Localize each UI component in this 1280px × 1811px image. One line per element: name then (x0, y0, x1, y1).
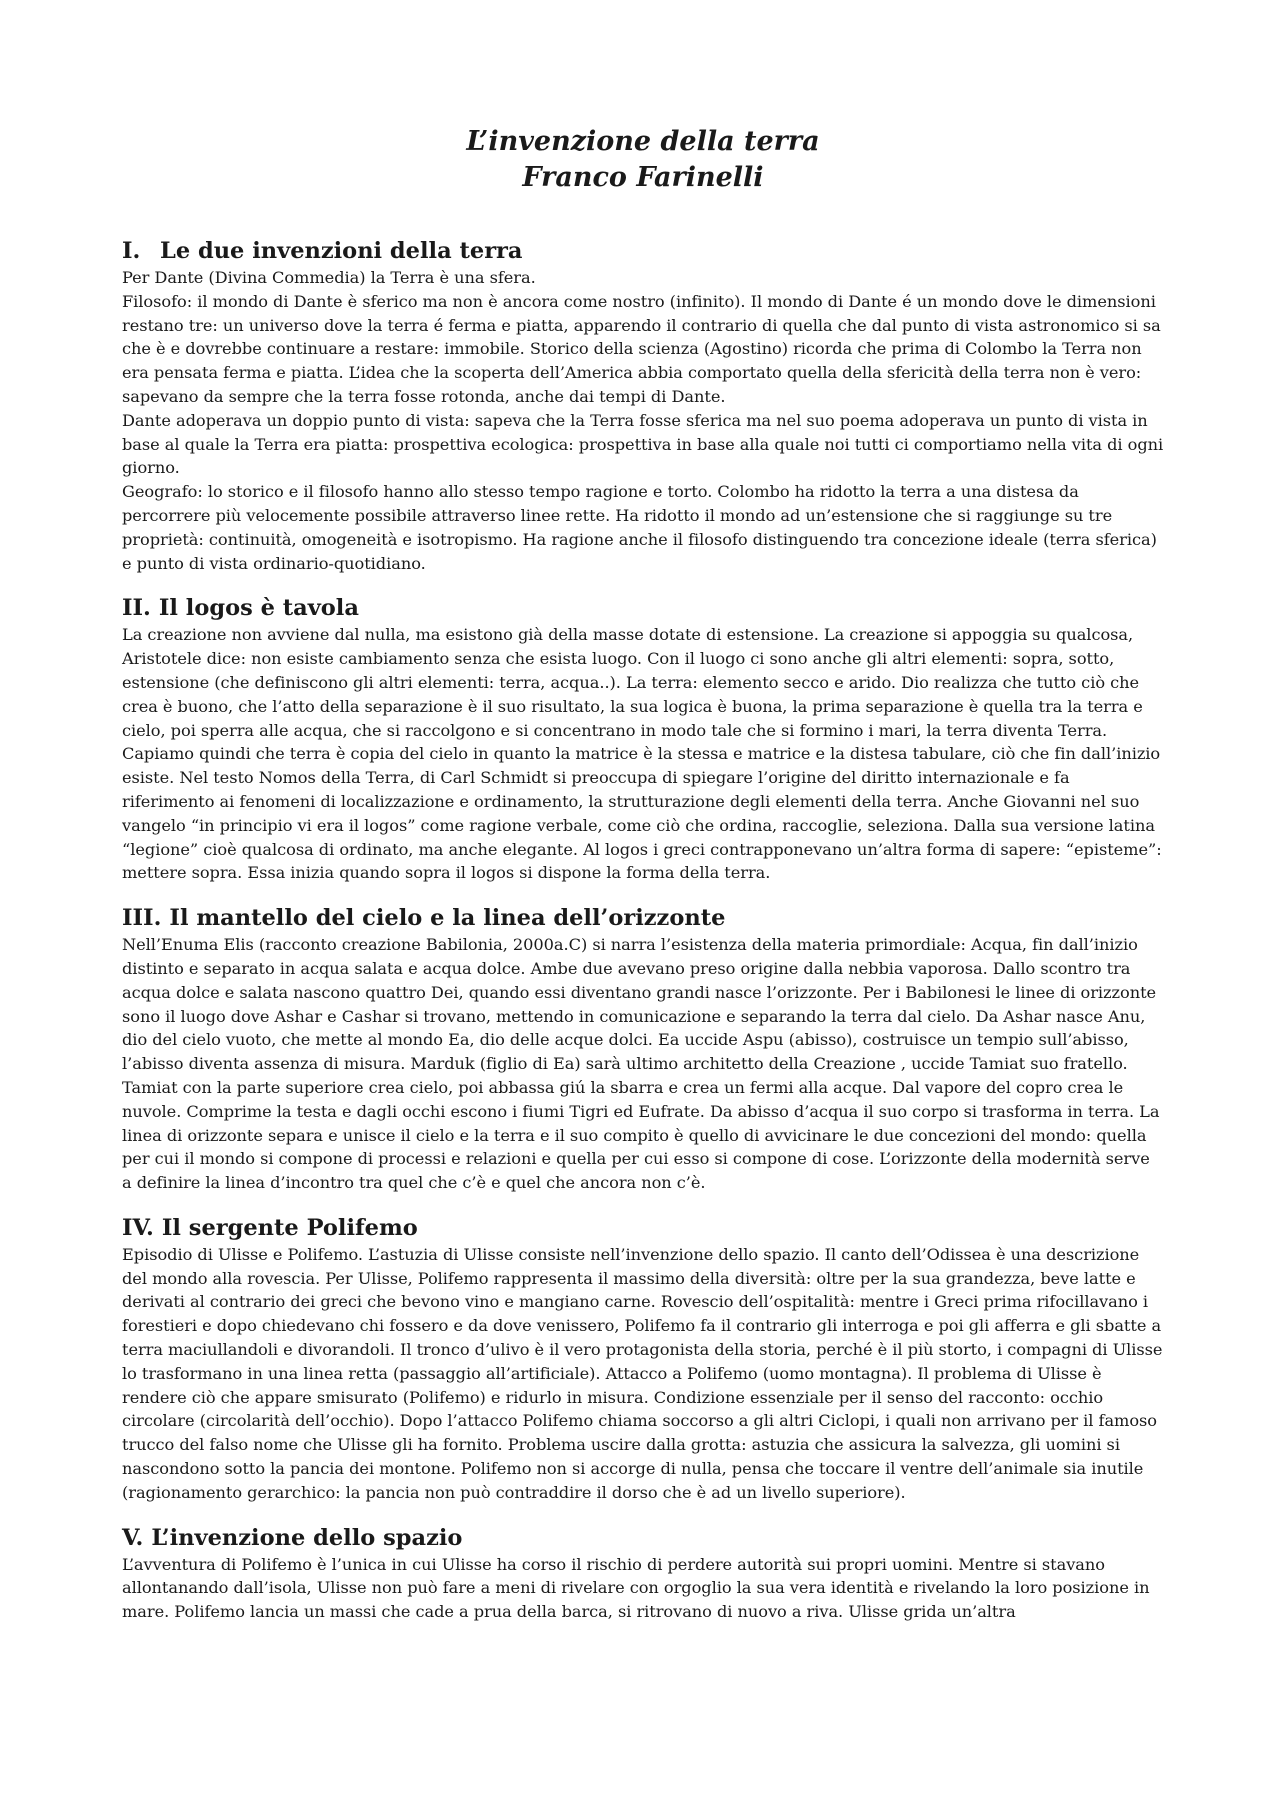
paragraph: Geografo: lo storico e il filosofo hanno allo stesso tempo ragione e torto. Colombo ha ridotto la terra a una distesa da percorrere più velocemente possibile attraverso linee rette. Ha ridotto il mondo ad un’estensione che si raggiunge su tre proprietà: continuità, omogeneità e isotropismo. Ha ragione anche il filosofo distinguendo tra concezione ideale (terra sferica) e punto di vista ordinario-quotidiano. (122, 482, 1157, 573)
section-2 (122, 593, 1164, 885)
section-number: I. (122, 238, 141, 264)
section-number: II. (122, 595, 151, 622)
section-heading (122, 236, 1164, 266)
section-3 (122, 903, 1164, 1195)
title-block (122, 124, 1164, 196)
paragraph: Nell’Enuma Elis (racconto creazione Babilonia, 2000a.C) si narra l’esistenza della materia primordiale: Acqua, fin dall’inizio distinto e separato in acqua salata e acqua dolce. Ambe due avevano preso origine dalla nebbia vaporosa. Dallo scontro tra acqua dolce e salata nascono quattro Dei, quando essi diventano grandi nasce l’orizzonte. Per i Babilonesi le linee di orizzonte sono il luogo dove Ashar e Cashar si trovano, mettendo in comunicazione e separando la terra dal cielo. Da Ashar nasce Anu, dio del cielo vuoto, che mette al mondo Ea, dio delle acque dolci. Ea uccide Aspu (abisso), costruisce un tempio sull’abisso, l’abisso diventa assenza di misura. Marduk (figlio di Ea) sarà ultimo architetto della Creazione , uccide Tamiat suo fratello. Tamiat con la parte superiore crea cielo, poi abbassa giú la sbarra e crea un fermi alla acque. Dal vapore del copro crea le nuvole. Comprime la testa e dagli occhi escono i fiumi Tigri ed Eufrate. Da abisso d’acqua il suo corpo si trasforma in terra. La linea di orizzonte separa e unisce il cielo e la terra e il suo compito è quello di avvicinare le due concezioni del mondo: quella per cui il mondo si compone di processi e relazioni e quella per cui esso si compone di cose. L’orizzonte della modernità serve a definire la linea d’incontro tra quel che c’è e quel che ancora non c’è. (122, 935, 1160, 1193)
paragraph: L’avventura di Polifemo è l’unica in cui Ulisse ha corso il rischio di perdere autorità sui propri uomini. Mentre si stavano allontanando dall’isola, Ulisse non può fare a meni di rivelare con orgoglio la sua vera identità e rivelando la loro posizione in mare. Polifemo lancia un massi che cade a prua della barca, si ritrovano di nuovo a riva. Ulisse grida un’altra (122, 1554, 1150, 1622)
paragraph: Episodio di Ulisse e Polifemo. L’astuzia di Ulisse consiste nell’invenzione dello spazio. Il canto dell’Odissea è una descrizione del mondo alla rovescia. Per Ulisse, Polifemo rappresenta il massimo della diversità: oltre per la sua grandezza, beve latte e derivati al contrario dei greci che bevono vino e mangiano carne. Rovescio dell’ospitalità: mentre i Greci prima rifocillavano i forestieri e dopo chiedevano chi fossero e da dove venissero, Polifemo fa il contrario gli interroga e poi gli afferra e gli sbatte a terra maciullandoli e divorandoli. Il tronco d’ulivo è il vero protagonista della storia, perché è il più storto, i compagni di Ulisse lo trasformano in una linea retta (passaggio all’artificiale). Attacco a Polifemo (uomo montagna). Il problema di Ulisse è rendere ciò che appare smisurato (Polifemo) e ridurlo in misura. Condizione essenziale per il senso del racconto: occhio circolare (circolarità dell’occhio). Dopo l’attacco Polifemo chiama soccorso a gli altri Ciclopi, i quali non arrivano per il famoso trucco del falso nome che Ulisse gli ha fornito. Problema uscire dalla grotta: astuzia che assicura la salvezza, gli uomini si nascondono sotto la pancia dei montone. Polifemo non si accorge di nulla, pensa che toccare il ventre dell’animale sia inutile (ragionamento gerarchico: la pancia non può contraddire il dorso che è ad un livello superiore). (122, 1244, 1163, 1502)
section-title: Il sergente Polifemo (161, 1214, 418, 1241)
section-heading (122, 1213, 1164, 1243)
paragraph: Filosofo: il mondo di Dante è sferico ma non è ancora come nostro (infinito). Il mondo di Dante é un mondo dove le dimensioni restano tre: un universo dove la terra é ferma e piatta, apparendo il contrario di quella che dal punto di vista astronomico si sa che è e dovrebbe continuare a restare: immobile. Storico della scienza (Agostino) ricorda che prima di Colombo la Terra non era pensata ferma e piatta. L’idea che la scoperta dell’America abbia comportato quella della sfericità della terra non è vero: sapevano da sempre che la terra fosse rotonda, anche dai tempi di Dante. (122, 291, 1161, 406)
section-title: Le due invenzioni della terra (160, 238, 523, 264)
paragraph: La creazione non avviene dal nulla, ma esistono già della masse dotate di estensione. La creazione si appoggia su qualcosa, Aristotele dice: non esiste cambiamento senza che esista luogo. Con il luogo ci sono anche gli altri elementi: sopra, sotto, estensione (che definiscono gli altri elementi: terra, acqua..). La terra: elemento secco e arido. Dio realizza che tutto ciò che crea è buono, che l’atto della separazione è il suo risultato, la sua logica è buona, la prima separazione è quella tra la terra e cielo, poi sperra alle acqua, che si raccolgono e si concentrano in modo tale che si formino i mari, la terra diventa Terra. Capiamo quindi che terra è copia del cielo in quanto la matrice è la stessa e matrice e la distesa tabulare, ciò che fin dall’inizio esiste. Nel testo Nomos della Terra, di Carl Schmidt si preoccupa di spiegare l’origine del diritto internazionale e fa riferimento ai fenomeni di localizzazione e ordinamento, la strutturazione degli elementi della terra. Anche Giovanni nel suo vangelo “in principio vi era il logos” come ragione verbale, come ciò che ordina, raccoglie, seleziona. Dalla sua versione latina “legione” cioè qualcosa di ordinato, ma anche elegante. Al logos i greci contrapponevano un’altra forma di sapere: “episteme”: mettere sopra. Essa inizia quando sopra il logos si dispone la forma della terra. (122, 625, 1162, 883)
section-heading (122, 1523, 1164, 1553)
section-heading (122, 903, 1164, 933)
section-number: V. (122, 1524, 144, 1551)
section-heading (122, 593, 1164, 623)
section-number: IV. (122, 1214, 154, 1241)
section-title: Il logos è tavola (158, 595, 359, 622)
document-title: L’invenzione della terra (466, 126, 820, 157)
section-title: L’invenzione dello spazio (151, 1524, 463, 1551)
paragraph: Per Dante (Divina Commedia) la Terra è una sfera. (122, 268, 536, 287)
section-title: Il mantello del cielo e la linea dell’orizzonte (169, 905, 726, 932)
section-4 (122, 1213, 1164, 1505)
section-number: III. (122, 905, 162, 932)
document-author: Franco Farinelli (522, 162, 764, 193)
section-1 (122, 236, 1164, 575)
document-page (122, 124, 1164, 1624)
section-5 (122, 1523, 1164, 1624)
paragraph: Dante adoperava un doppio punto di vista: sapeva che la Terra fosse sferica ma nel suo poema adoperava un punto di vista in base al quale la Terra era piatta: prospettiva ecologica: prospettiva in base alla quale noi tutti ci comportiamo nella vita di ogni giorno. (122, 410, 1164, 478)
